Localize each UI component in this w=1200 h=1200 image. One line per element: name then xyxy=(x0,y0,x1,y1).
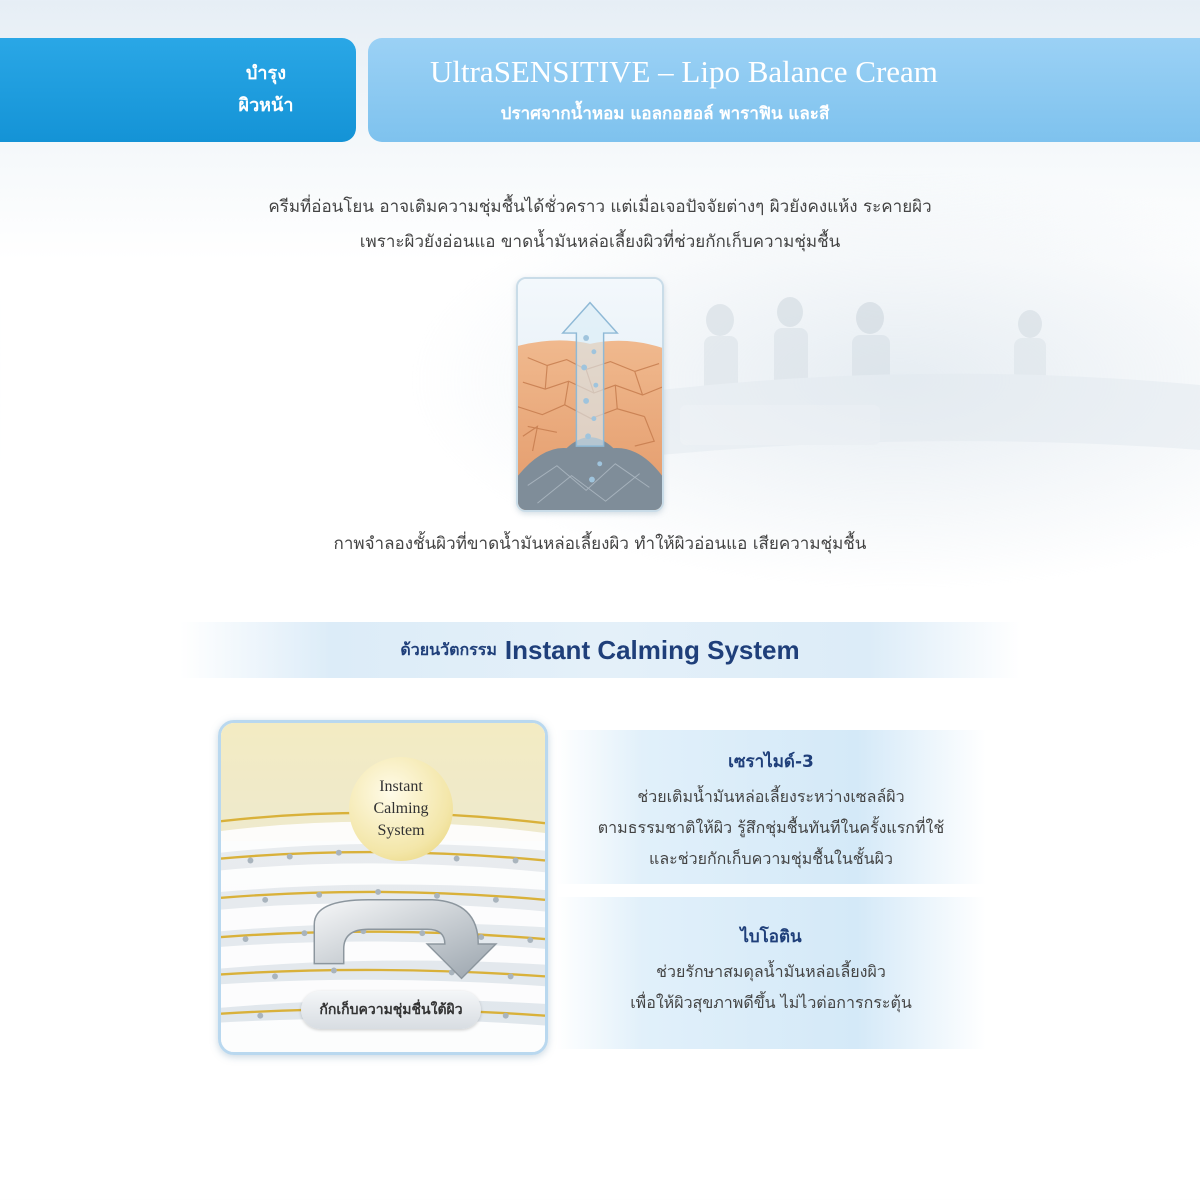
ingredient-desc-line: ช่วยรักษาสมดุลน้ำมันหล่อเลี้ยงผิว xyxy=(656,962,886,981)
innovation-banner xyxy=(180,622,1020,678)
intro-paragraph xyxy=(150,190,1050,260)
ingredient-name: เซราไมด์-3 xyxy=(728,752,814,772)
category-tag-line2: ผิวหน้า xyxy=(238,95,294,116)
lab-background-image xyxy=(660,280,1200,500)
moisture-retain-label xyxy=(301,991,481,1029)
ingredient-ceramide xyxy=(556,730,986,884)
product-subtitle: ปราศจากน้ำหอม แอลกอฮอล์ พาราฟิน และสี xyxy=(500,104,830,124)
badge-line-2: Calming xyxy=(373,800,429,817)
banner-prefix: ด้วยนวัตกรรม xyxy=(400,639,497,659)
category-tag xyxy=(0,38,356,142)
product-title-box xyxy=(368,38,1200,142)
category-tag-line1: บำรุง xyxy=(246,63,286,84)
instant-calming-badge xyxy=(349,757,453,861)
ingredient-desc-line: ตามธรรมชาติให้ผิว รู้สึกชุ่มชื้นทันทีในครั้งแรกที่ใช้ xyxy=(597,818,945,837)
badge-line-1: Instant xyxy=(379,778,423,795)
product-title: UltraSENSITIVE – Lipo Balance Cream xyxy=(430,54,938,89)
ingredient-desc-line: และช่วยกักเก็บความชุ่มชื้นในชั้นผิว xyxy=(649,849,893,868)
intro-line-2: เพราะผิวยังอ่อนแอ ขาดน้ำมันหล่อเลี้ยงผิวที่ช่วยกักเก็บความชุ่มชื้น xyxy=(359,232,841,252)
skin-layers-illustration xyxy=(218,720,548,1055)
dry-skin-illustration xyxy=(516,277,664,512)
ingredient-biotin xyxy=(556,897,986,1049)
ingredient-desc-line: เพื่อให้ผิวสุขภาพดีขึ้น ไม่ไวต่อการกระตุ้น xyxy=(630,993,912,1012)
ingredient-name: ไบโอติน xyxy=(740,927,802,947)
banner-innovation-name: Instant Calming System xyxy=(504,634,800,665)
ingredient-desc-line: ช่วยเติมน้ำมันหล่อเลี้ยงระหว่างเซลล์ผิว xyxy=(637,787,905,806)
badge-line-3: System xyxy=(377,822,425,839)
skin-caption: กาพจำลองชั้นผิวที่ขาดน้ำมันหล่อเลี้ยงผิว ทำให้ผิวอ่อนแอ เสียความชุ่มชื้น xyxy=(333,534,867,554)
moisture-retain-text: กักเก็บความชุ่มชื่นใต้ผิว xyxy=(319,1002,463,1018)
intro-line-1: ครีมที่อ่อนโยน อาจเติมความชุ่มชื้นได้ชั่วคราว แต่เมื่อเจอปัจจัยต่างๆ ผิวยังคงแห้ง ระคายผิว xyxy=(268,197,932,217)
